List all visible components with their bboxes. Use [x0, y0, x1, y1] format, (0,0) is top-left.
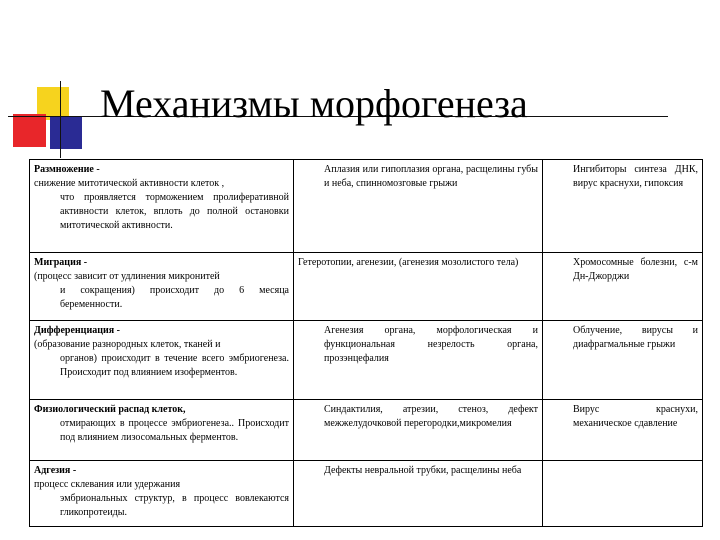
causes-text: Облучение, вирусы и диафрагмальные грыжи [573, 325, 698, 350]
table-row [30, 253, 703, 321]
slide-title: Механизмы морфогенеза [100, 81, 528, 126]
causes-text: Вирус краснухи, механическое сдавление [573, 404, 698, 429]
defects-cell [294, 400, 543, 461]
mechanism-cell [30, 321, 294, 400]
mechanism-desc-first: (процесс зависит от удлинения микронитей [34, 271, 220, 282]
mechanism-cell [30, 461, 294, 527]
mechanism-name: Адгезия - [34, 465, 77, 476]
mechanism-cell [30, 253, 294, 321]
causes-cell [543, 461, 703, 527]
table-row [30, 400, 703, 461]
causes-cell [543, 400, 703, 461]
morphogenesis-table [29, 159, 703, 527]
mechanism-desc: что проявляется торможением пролиферативной активности клеток, вплоть до полной остановки митотической активности. [60, 192, 289, 231]
decor-blue-square [50, 117, 82, 149]
defects-cell [294, 160, 543, 253]
table-row [30, 160, 703, 253]
mechanism-desc: эмбриональных структур, в процесс вовлекаются гликопротеиды. [60, 493, 289, 518]
defects-text: Дефекты невральной трубки, расщелины неба [324, 465, 522, 476]
mechanism-name: Физиологический распад клеток, [34, 404, 186, 415]
causes-cell [543, 160, 703, 253]
decor-red-square [13, 114, 46, 147]
decor-vertical-line [60, 81, 61, 158]
mechanism-name: Дифференциация - [34, 325, 120, 336]
defects-cell [294, 321, 543, 400]
mechanism-desc: отмирающих в процессе эмбриогенеза.. Происходит под влиянием лизосомальных ферментов. [60, 418, 289, 443]
mechanism-desc: и сокращения) происходит до 6 месяца беременности. [60, 285, 289, 310]
causes-cell [543, 253, 703, 321]
defects-text: Аплазия или гипоплазия органа, расщелины губы и неба, спинномозговые грыжи [324, 164, 538, 189]
defects-text: Синдактилия, атрезии, стеноз, дефект межжелудочковой перегородки,микромелия [324, 404, 538, 429]
mechanism-name: Размножение - [34, 164, 100, 175]
mechanism-desc: органов) происходит в течение всего эмбриогенеза. Происходит под влиянием изоферментов. [60, 353, 289, 378]
mechanism-name: Миграция - [34, 257, 88, 268]
causes-text: Ингибиторы синтеза ДНК, вирус краснухи, гипоксия [573, 164, 698, 189]
defects-cell [294, 253, 543, 321]
causes-cell [543, 321, 703, 400]
table-row [30, 461, 703, 527]
defects-cell [294, 461, 543, 527]
mechanism-desc-first: процесс склевания или удержания [34, 479, 181, 490]
mechanism-desc-first: снижение митотической активности клеток , [34, 178, 225, 189]
mechanism-cell [30, 160, 294, 253]
causes-text: Хромосомные болезни, с-м Дн-Джорджи [573, 257, 698, 282]
defects-text: Гетеротопии, агенезии, (агенезия мозолистого тела) [298, 257, 519, 268]
mechanism-desc-first: (образование разнородных клеток, тканей и [34, 339, 221, 350]
defects-text: Агенезия органа, морфологическая и функциональная незрелость органа, прозэнцефалия [324, 325, 538, 364]
mechanism-cell [30, 400, 294, 461]
table-row [30, 321, 703, 400]
